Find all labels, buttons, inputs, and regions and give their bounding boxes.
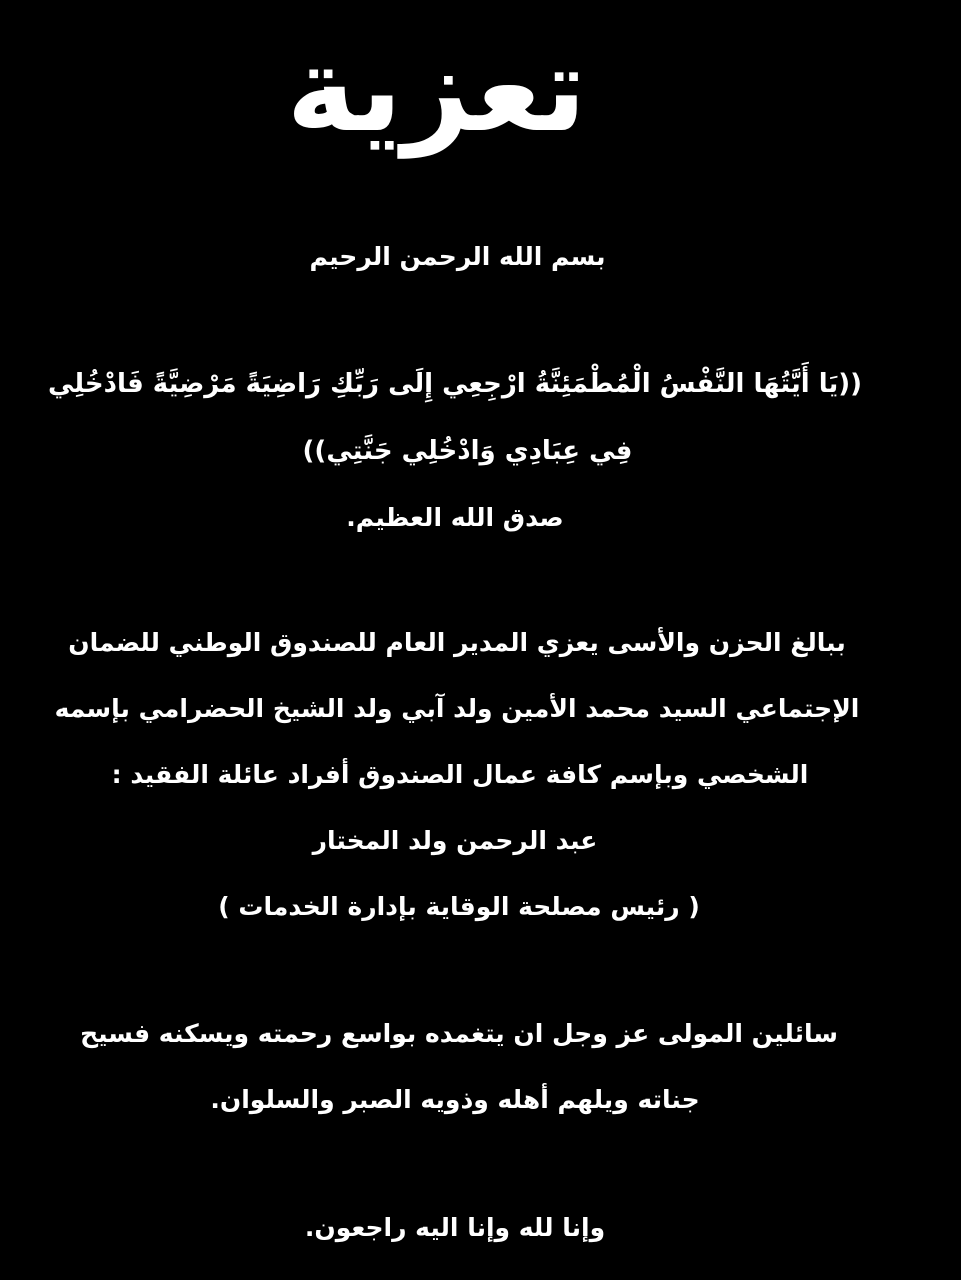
quran-verse-line-2: فِي عِبَادِي وَادْخُلِي جَنَّتِي))	[302, 436, 633, 466]
notice-title: تعزية	[286, 20, 587, 158]
basmala: بسم الله الرحمن الرحيم	[309, 242, 606, 271]
closing-phrase: وإنا لله وإنا اليه راجعون.	[304, 1213, 606, 1242]
announcement-line-1: ببالغ الحزن والأسى يعزي المدير العام للصندوق الوطني للضمان	[68, 628, 846, 657]
verse-closing: صدق الله العظيم.	[346, 503, 564, 532]
announcement-line-2: الإجتماعي السيد محمد الأمين ولد آبي ولد الشيخ الحضرامي بإسمه	[54, 694, 860, 723]
prayer-line-2: جناته ويلهم أهله وذويه الصبر والسلوان.	[210, 1085, 700, 1114]
deceased-role: ( رئيس مصلحة الوقاية بإدارة الخدمات )	[218, 892, 700, 921]
deceased-name: عبد الرحمن ولد المختار	[312, 826, 598, 855]
prayer-line-1: سائلين المولى عز وجل ان يتغمده بواسع رحمته ويسكنه فسيح	[80, 1019, 838, 1048]
quran-verse-line-1: ((يَا أَيَّتُهَا النَّفْسُ الْمُطْمَئِنَّةُ ارْجِعِي إِلَى رَبِّكِ رَاضِيَةً مَرْضِيَّةً فَادْخُلِي	[47, 369, 863, 399]
announcement-line-3: الشخصي وبإسم كافة عمال الصندوق أفراد عائلة الفقيد :	[111, 760, 809, 789]
